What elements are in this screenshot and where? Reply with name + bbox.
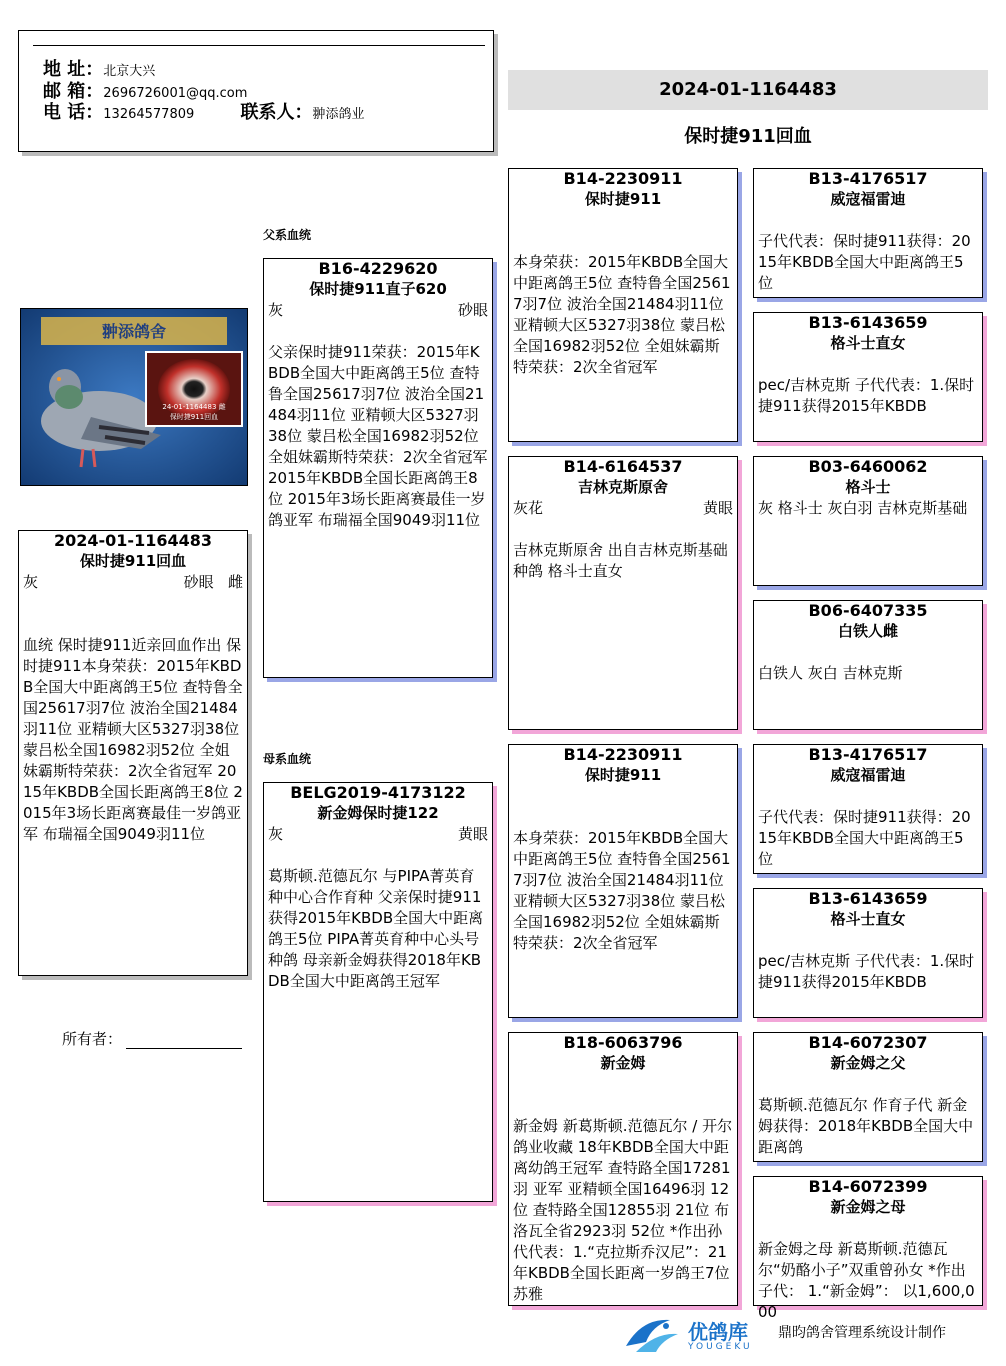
- email-label: 邮 箱：: [43, 81, 104, 102]
- sire-dam-attrs: [513, 498, 733, 519]
- subject-eye: 砂眼: [183, 573, 214, 591]
- brand-name: 优鸽库: [688, 1320, 748, 1344]
- footer: [622, 1312, 992, 1356]
- pigeon-photo-art: [21, 309, 247, 485]
- contact-divider: [33, 45, 485, 46]
- sire-desc: 父亲保时捷911荣获：2015年KBDB全国大中距离鸽王5位 查特鲁全国25617羽7位 波治全国21484羽11位 亚精顿大区5327羽38位 蒙吕松全国16982羽52位 全姐妹霸斯特荣获：2次全省冠军 2015年KBDB全国长距离鸽王8位 2015年3场长距离赛最佳一岁鸽亚军 布瑞福全国9049羽11位: [268, 343, 488, 529]
- sire-sire-card: [508, 168, 738, 442]
- sire-attrs: [268, 300, 488, 321]
- brand-logo-icon: [622, 1312, 682, 1356]
- sds-card: [753, 456, 983, 586]
- dam-sire-card: [508, 744, 738, 1018]
- sds-ring: B03-6460062: [808, 457, 928, 476]
- footer-credit: 鼎昀鸽舍管理系统设计制作: [778, 1325, 946, 1341]
- header-ring-banner: 2024-01-1164483: [508, 70, 988, 110]
- owner-field: [62, 1028, 242, 1049]
- subject-attrs: [23, 572, 243, 593]
- sire-color: 灰: [268, 301, 284, 319]
- eye-caption: 24-01-1164483 雌: [162, 403, 226, 411]
- dam-line-label: 母系血统: [263, 752, 312, 766]
- sire-dam-card: [508, 456, 738, 730]
- sss-ring: B13-4176517: [808, 169, 928, 188]
- sire-sire-name: 保时捷911: [584, 190, 662, 208]
- dsd-desc: pec/吉林克斯 子代代表：1.保时捷911获得2015年KBDB: [758, 952, 975, 991]
- sire-dam-color: 灰花: [513, 499, 544, 517]
- dam-attrs: [268, 824, 488, 845]
- sds-name: 格斗士: [845, 478, 891, 496]
- sdd-desc: 白铁人 灰白 吉林克斯: [758, 664, 903, 682]
- sire-card: [263, 258, 493, 678]
- phone-row: [43, 98, 365, 124]
- contact-value: 翀添鸽业: [312, 107, 365, 122]
- dam-color: 灰: [268, 825, 284, 843]
- dam-dam-card: [508, 1032, 738, 1306]
- pigeon-photo: [20, 308, 248, 486]
- dds-card: [753, 1032, 983, 1162]
- contact-card: [18, 30, 494, 152]
- dam-desc: 葛斯顿.范德瓦尔 与PIPA菁英育种中心合作育种 父亲保时捷911获得2015年KBDB全国大中距离鸽王5位 PIPA菁英育种中心头号种鸽 母亲新金姆获得2018年KBDB全国大中距离鸽王冠军: [268, 867, 484, 990]
- dds-name: 新金姆之父: [830, 1054, 906, 1072]
- sire-sire-desc: 本身荣获：2015年KBDB全国大中距离鸽王5位 查特鲁全国25617羽7位 波治全国21484羽11位 亚精顿大区5327羽38位 蒙吕松全国16982羽52位 全姐妹霸斯特荣获：2次全省冠军: [513, 253, 731, 376]
- dsd-card: [753, 888, 983, 1018]
- dam-dam-name: 新金姆: [600, 1054, 646, 1072]
- dam-sire-desc: 本身荣获：2015年KBDB全国大中距离鸽王5位 查特鲁全国25617羽7位 波治全国21484羽11位 亚精顿大区5327羽38位 蒙吕松全国16982羽52位 全姐妹霸斯特荣获：2次全省冠军: [513, 829, 731, 952]
- dam-name: 新金姆保时捷122: [317, 804, 439, 822]
- photo-logo-text: 翀添鸽舍: [101, 322, 167, 341]
- dss-card: [753, 744, 983, 874]
- sire-sire-ring: B14-2230911: [563, 169, 683, 188]
- dds-desc: 葛斯顿.范德瓦尔 作育子代 新金姆获得：2018年KBDB全国大中距离鸽: [758, 1096, 974, 1156]
- subject-name: 保时捷911回血: [79, 552, 187, 570]
- phone-label: 电 话：: [43, 102, 104, 123]
- sss-name: 威寇福雷迪: [830, 190, 906, 208]
- sire-line-label: 父系血统: [263, 228, 312, 242]
- ddd-card: [753, 1176, 983, 1321]
- sire-dam-ring: B14-6164537: [563, 457, 683, 476]
- sdd-ring: B06-6407335: [808, 601, 928, 620]
- dds-ring: B14-6072307: [808, 1033, 928, 1052]
- subject-sex: 雌: [227, 573, 243, 591]
- owner-signature-line: [126, 1048, 242, 1049]
- subject-desc: 血统 保时捷911近亲回血作出 保时捷911本身荣获：2015年KBDB全国大中距离鸽王5位 查特鲁全国25617羽7位 波治全国21484羽11位 亚精顿大区5327羽38位 蒙吕松全国16982羽52位 全姐妹霸斯特荣获：2次全省冠军 2015年KBDB全国长距离鸽王8位 2015年3场长距离赛最佳一岁鸽亚军 布瑞福全国9049羽11位: [23, 636, 243, 843]
- subject-color: 灰: [23, 573, 39, 591]
- ssd-desc: pec/吉林克斯 子代代表：1.保时捷911获得2015年KBDB: [758, 376, 975, 415]
- sdd-card: [753, 600, 983, 730]
- brand-name-en: YOUGEKU: [688, 1342, 753, 1352]
- ddd-name: 新金姆之母: [830, 1198, 906, 1216]
- ssd-name: 格斗士直女: [830, 334, 906, 352]
- dsd-ring: B13-6143659: [808, 889, 928, 908]
- subject-ring: 2024-01-1164483: [53, 531, 212, 550]
- dam-sire-name: 保时捷911: [584, 766, 662, 784]
- dsd-name: 格斗士直女: [830, 910, 906, 928]
- ssd-ring: B13-6143659: [808, 313, 928, 332]
- header-title: 保时捷911回血: [684, 126, 812, 147]
- address-label: 地 址：: [43, 59, 104, 80]
- contact-label: 联系人：: [240, 102, 313, 123]
- dam-dam-desc: 新金姆 新葛斯顿.范德瓦尔 / 开尔鸽业收藏 18年KBDB全国大中距离幼鸽王冠军 查特路全国17281羽 亚军 亚精顿全国16496羽 12位 查特路全国12855羽 21位 布洛瓦全省2923羽 52位 *作出孙代代表：1.“克拉斯乔汉尼”：21年KBDB全国长距离一岁鸽王7位 苏雅: [513, 1117, 733, 1303]
- address-value: 北京大兴: [103, 64, 156, 79]
- dss-ring: B13-4176517: [808, 745, 928, 764]
- dam-card: [263, 782, 493, 1202]
- sire-dam-eye: 黄眼: [702, 499, 733, 517]
- sire-eye: 砂眼: [457, 301, 488, 319]
- sds-desc: 灰 格斗士 灰白羽 吉林克斯基础: [758, 499, 968, 517]
- sire-name: 保时捷911直子620: [309, 280, 447, 298]
- dss-name: 威寇福雷迪: [830, 766, 906, 784]
- sire-dam-desc: 吉林克斯原舍 出自吉林克斯基础种鸽 格斗士直女: [513, 541, 728, 580]
- owner-label: 所有者：: [62, 1030, 123, 1048]
- sire-ring: B16-4229620: [318, 259, 438, 278]
- sss-desc: 子代代表：保时捷911获得：2015年KBDB全国大中距离鸽王5位: [758, 232, 971, 292]
- ddd-desc: 新金姆之母 新葛斯顿.范德瓦尔“奶酪小子”双重曾孙女 *作出子代： 1.“新金姆”： 以1,600,000: [758, 1240, 975, 1321]
- email-value: 2696726001@qq.com: [103, 86, 248, 101]
- dam-dam-ring: B18-6063796: [563, 1033, 683, 1052]
- sire-dam-name: 吉林克斯原舍: [577, 478, 668, 496]
- sdd-name: 白铁人雌: [837, 622, 898, 640]
- dam-ring: BELG2019-4173122: [290, 783, 466, 802]
- dam-sire-ring: B14-2230911: [563, 745, 683, 764]
- subject-card: [18, 530, 248, 976]
- dam-eye: 黄眼: [457, 825, 488, 843]
- eye-caption-2: 保时捷911回血: [169, 413, 219, 421]
- sss-card: [753, 168, 983, 298]
- ssd-card: [753, 312, 983, 442]
- phone-value: 13264577809: [103, 107, 195, 122]
- ddd-ring: B14-6072399: [808, 1177, 928, 1196]
- dss-desc: 子代代表：保时捷911获得：2015年KBDB全国大中距离鸽王5位: [758, 808, 971, 868]
